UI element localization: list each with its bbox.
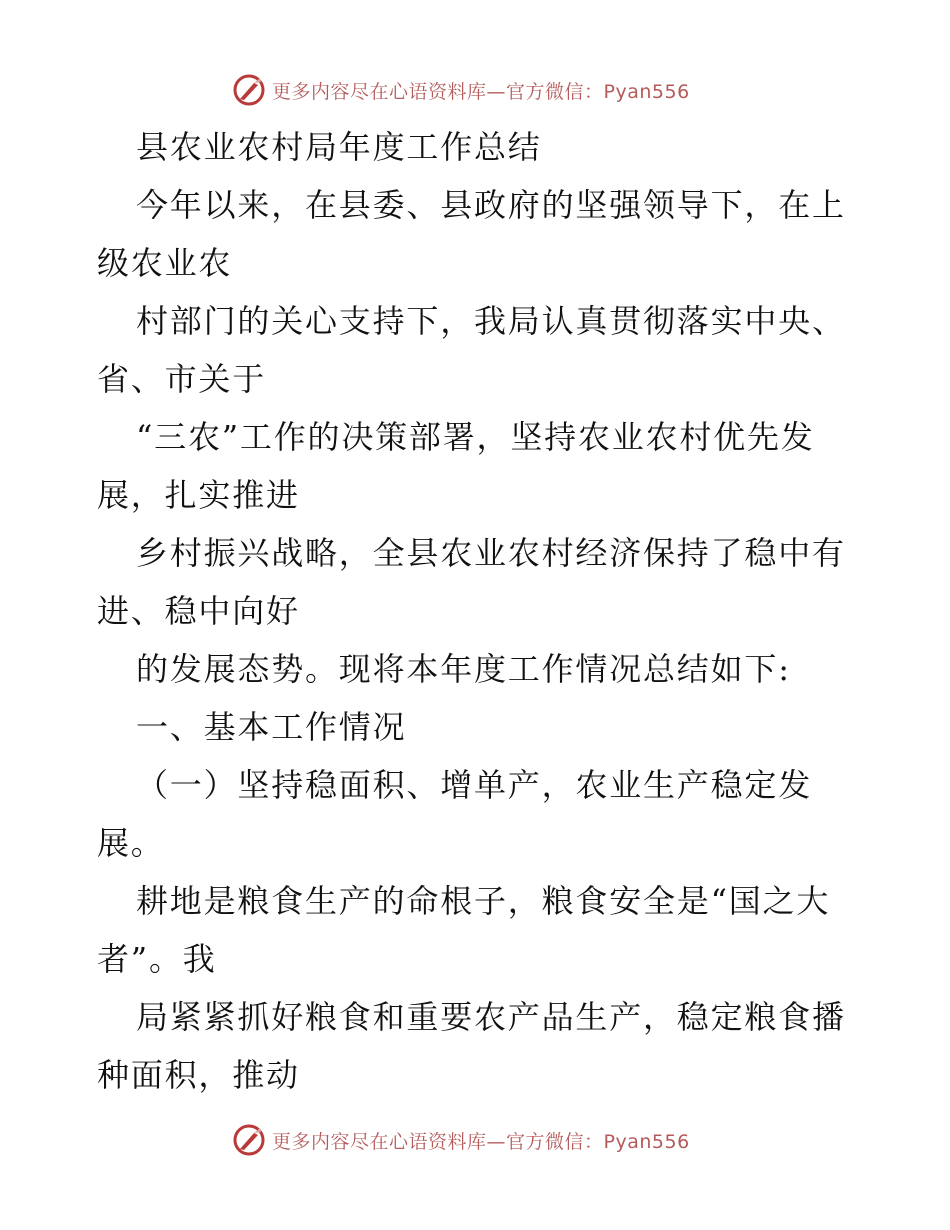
quill-logo-icon bbox=[232, 1123, 266, 1157]
subsection-heading: （一）坚持稳面积、增单产，农业生产稳定发 bbox=[136, 766, 813, 804]
quill-logo-icon bbox=[232, 73, 266, 107]
text-line: 乡村振兴战略，全县农业农村经济保持了稳中有 bbox=[136, 534, 846, 572]
document-title: 县农业农村局年度工作总结 bbox=[136, 128, 542, 166]
text-line: 展。 bbox=[97, 824, 165, 862]
text-line: 者”。我 bbox=[97, 940, 217, 978]
watermark-text: 更多内容尽在心语资料库—官方微信：Pyan556 bbox=[272, 1130, 690, 1153]
text-line: 种面积，推动 bbox=[97, 1056, 300, 1094]
text-line: 展，扎实推进 bbox=[97, 476, 300, 514]
watermark-text: 更多内容尽在心语资料库—官方微信：Pyan556 bbox=[272, 80, 690, 103]
text-line: 局紧紧抓好粮食和重要农产品生产，稳定粮食播 bbox=[136, 998, 846, 1036]
text-line: 村部门的关心支持下，我局认真贯彻落实中央、 bbox=[136, 302, 846, 340]
text-line: 省、市关于 bbox=[97, 360, 267, 398]
text-line: 级农业农 bbox=[97, 244, 233, 282]
text-line: 的发展态势。现将本年度工作情况总结如下: bbox=[136, 650, 791, 688]
text-line: 今年以来，在县委、县政府的坚强领导下，在上 bbox=[136, 186, 846, 224]
text-line: “三农”工作的决策部署，坚持农业农村优先发 bbox=[136, 418, 815, 456]
text-line: 进、稳中向好 bbox=[97, 592, 300, 630]
watermark-banner-top bbox=[232, 72, 690, 108]
section-heading: 一、基本工作情况 bbox=[136, 708, 407, 746]
watermark-banner-bottom bbox=[232, 1122, 690, 1158]
text-line: 耕地是粮食生产的命根子，粮食安全是“国之大 bbox=[136, 882, 831, 920]
